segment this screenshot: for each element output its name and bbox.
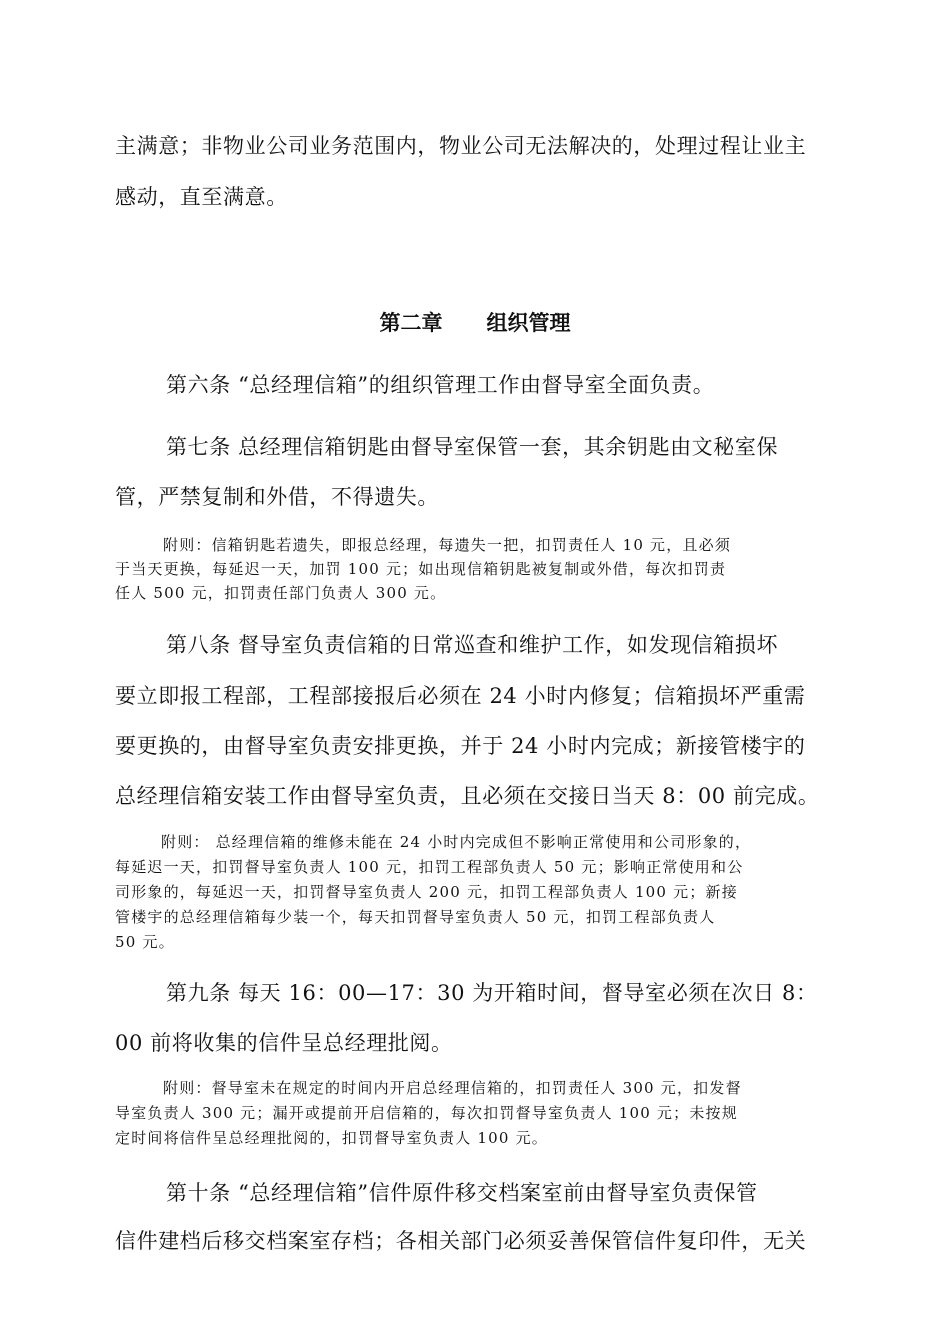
note-8-line: 管楼宇的总经理信箱每少装一个，每天扣罚督导室负责人 50 元，扣罚工程部负责人	[115, 908, 716, 926]
article-8-line: 要立即报工程部，工程部接报后必须在 24 小时内修复；信箱损坏严重需	[115, 684, 806, 708]
article-9-line: 第九条 每天 16：00—17：30 为开箱时间，督导室必须在次日 8：	[166, 981, 818, 1005]
note-7-line: 于当天更换，每延迟一天，加罚 100 元；如出现信箱钥匙被复制或外借，每次扣罚责	[115, 560, 727, 578]
article-8-line: 要更换的，由督导室负责安排更换，并于 24 小时内完成；新接管楼宇的	[115, 734, 806, 758]
article-8-line: 第八条 督导室负责信箱的日常巡查和维护工作，如发现信箱损坏	[166, 633, 779, 657]
article-9-line: 00 前将收集的信件呈总经理批阅。	[115, 1031, 453, 1055]
chapter-title: 组织管理	[486, 311, 571, 335]
note-9-line: 定时间将信件呈总经理批阅的，扣罚督导室负责人 100 元。	[115, 1129, 548, 1147]
note-7-line: 任人 500 元，扣罚责任部门负责人 300 元。	[115, 584, 447, 602]
note-8-line: 附则： 总经理信箱的维修未能在 24 小时内完成但不影响正常使用和公司形象的，	[161, 833, 752, 851]
note-9-line: 附则：督导室未在规定的时间内开启总经理信箱的，扣罚责任人 300 元，扣发督	[163, 1079, 742, 1097]
article-6: 第六条 “总经理信箱”的组织管理工作由督导室全面负责。	[166, 373, 715, 397]
chapter-heading	[0, 310, 950, 336]
chapter-number: 第二章	[379, 311, 443, 335]
paragraph-line: 感动，直至满意。	[115, 185, 288, 209]
article-10-line: 第十条 “总经理信箱”信件原件移交档案室前由督导室负责保管	[166, 1181, 758, 1205]
note-8-line: 每延迟一天，扣罚督导室负责人 100 元，扣罚工程部负责人 50 元；影响正常使用和公	[115, 858, 744, 876]
article-7-line: 第七条 总经理信箱钥匙由督导室保管一套，其余钥匙由文秘室保	[166, 435, 779, 459]
note-8-line: 50 元。	[115, 933, 175, 951]
note-9-line: 导室负责人 300 元；漏开或提前开启信箱的，每次扣罚督导室负责人 100 元；未按规	[115, 1104, 738, 1122]
article-7-line: 管，严禁复制和外借，不得遗失。	[115, 485, 439, 509]
article-8-line: 总经理信箱安装工作由督导室负责，且必须在交接日当天 8：00 前完成。	[115, 784, 820, 808]
note-8-line: 司形象的，每延迟一天，扣罚督导室负责人 200 元，扣罚工程部负责人 100 元；新接	[115, 883, 738, 901]
article-10-line: 信件建档后移交档案室存档；各相关部门必须妥善保管信件复印件，无关	[115, 1229, 807, 1253]
paragraph-line: 主满意；非物业公司业务范围内，物业公司无法解决的，处理过程让业主	[115, 134, 807, 158]
note-7-line: 附则：信箱钥匙若遗失，即报总经理，每遗失一把，扣罚责任人 10 元，且必须	[163, 536, 732, 554]
